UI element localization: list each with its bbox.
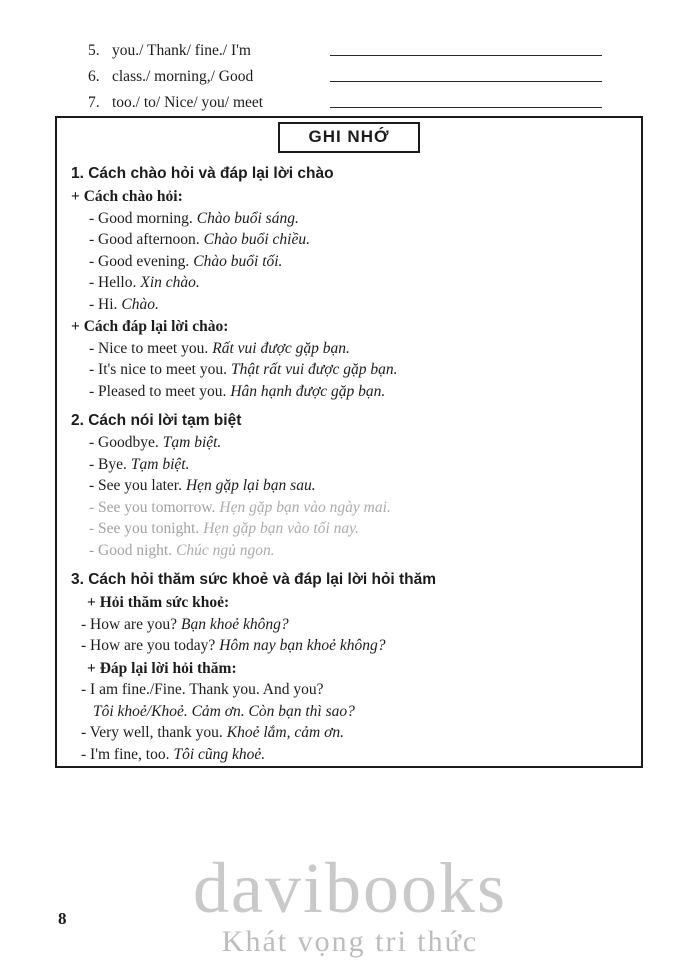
sub-heading: + Cách chào hỏi: bbox=[71, 188, 183, 205]
english-phrase: - Goodbye. bbox=[89, 434, 159, 451]
english-phrase: - I am fine./Fine. Thank you. And you? bbox=[81, 681, 324, 698]
phrase-line bbox=[71, 744, 627, 766]
english-phrase: - Good morning. bbox=[89, 209, 193, 227]
phrase-line bbox=[71, 454, 627, 476]
phrase-line bbox=[71, 475, 627, 497]
section-heading: 1. Cách chào hỏi và đáp lại lời chào bbox=[71, 165, 334, 182]
vietnamese-translation: Hẹn gặp lại bạn sau. bbox=[185, 477, 316, 494]
section-heading: 2. Cách nói lời tạm biệt bbox=[71, 412, 242, 429]
vietnamese-translation: Tạm biệt. bbox=[130, 455, 190, 473]
phrase-line bbox=[71, 497, 627, 519]
phrase-line-translation: Tôi khoẻ/Khoẻ. Cảm ơn. Còn bạn thì sao? bbox=[93, 702, 355, 720]
sub-heading: + Cách đáp lại lời chào: bbox=[71, 318, 229, 335]
vietnamese-translation: Hẹn gặp bạn vào ngày mai. bbox=[219, 498, 391, 516]
english-phrase: - Hello. bbox=[89, 274, 137, 291]
english-phrase: - Good night. bbox=[89, 541, 173, 559]
watermark-tagline: Khát vọng tri thức bbox=[221, 925, 479, 958]
watermark bbox=[0, 848, 700, 959]
vietnamese-translation: Tạm biệt. bbox=[162, 434, 222, 451]
exercise-words: you./ Thank/ fine./ I'm bbox=[112, 42, 251, 59]
phrase-line bbox=[71, 229, 627, 251]
phrase-line bbox=[71, 679, 627, 701]
vietnamese-translation: Chào buổi tối. bbox=[193, 252, 283, 270]
phrase-line bbox=[71, 722, 627, 744]
english-phrase: - How are you today? bbox=[81, 637, 216, 654]
english-phrase: - Bye. bbox=[89, 455, 127, 473]
english-phrase: - Good evening. bbox=[89, 252, 190, 270]
page-number: 8 bbox=[58, 909, 67, 928]
exercise-number: 5. bbox=[88, 42, 100, 59]
box-content bbox=[57, 159, 641, 765]
phrase-line bbox=[71, 272, 627, 294]
vietnamese-translation: Hân hạnh được gặp bạn. bbox=[230, 382, 386, 400]
english-phrase: - Hi. bbox=[89, 295, 118, 313]
sub-heading: + Hỏi thăm sức khoẻ: bbox=[87, 594, 230, 611]
english-phrase: - Pleased to meet you. bbox=[89, 382, 227, 400]
vietnamese-translation: Hẹn gặp bạn vào tối nay. bbox=[203, 520, 360, 537]
vietnamese-translation: Khoẻ lắm, cảm ơn. bbox=[226, 724, 344, 741]
phrase-line bbox=[71, 208, 627, 230]
vietnamese-translation: Chào. bbox=[121, 295, 159, 313]
vietnamese-translation: Rất vui được gặp bạn. bbox=[212, 339, 350, 357]
exercise-words: too./ to/ Nice/ you/ meet bbox=[112, 94, 264, 111]
phrase-line bbox=[71, 432, 627, 454]
english-phrase: - See you tomorrow. bbox=[89, 498, 216, 516]
vietnamese-translation: Hôm nay bạn khoẻ không? bbox=[219, 637, 386, 654]
vietnamese-translation: Chúc ngủ ngon. bbox=[176, 541, 275, 559]
exercise-list bbox=[88, 34, 602, 112]
phrase-line bbox=[71, 338, 627, 360]
phrase-line bbox=[71, 614, 627, 636]
phrase-line bbox=[71, 251, 627, 273]
exercise-number: 6. bbox=[88, 68, 100, 85]
phrase-line bbox=[71, 359, 627, 381]
vietnamese-translation: Bạn khoẻ không? bbox=[180, 615, 289, 633]
answer-blank bbox=[330, 106, 602, 108]
phrase-line bbox=[71, 518, 627, 540]
box-title: GHI NHỚ bbox=[278, 122, 419, 153]
english-phrase: - Nice to meet you. bbox=[89, 339, 209, 357]
english-phrase: - It's nice to meet you. bbox=[89, 361, 227, 378]
answer-blank bbox=[330, 80, 602, 82]
english-phrase: - How are you? bbox=[81, 615, 177, 633]
english-phrase: - See you tonight. bbox=[89, 520, 200, 537]
vietnamese-translation: Chào buổi chiều. bbox=[203, 231, 310, 248]
ghi-nho-box bbox=[55, 116, 643, 768]
exercise-number: 7. bbox=[88, 94, 100, 111]
vietnamese-translation: Xin chào. bbox=[140, 274, 200, 291]
english-phrase: - I'm fine, too. bbox=[81, 745, 170, 763]
vietnamese-translation: Thật rất vui được gặp bạn. bbox=[230, 361, 398, 378]
exercise-words: class./ morning,/ Good bbox=[112, 68, 254, 85]
section-heading: 3. Cách hỏi thăm sức khoẻ và đáp lại lời hỏi thăm bbox=[71, 571, 437, 588]
vietnamese-translation: Chào buổi sáng. bbox=[196, 209, 299, 227]
exercise-row bbox=[88, 60, 602, 86]
exercise-row bbox=[88, 86, 602, 112]
answer-blank bbox=[330, 54, 602, 56]
phrase-line bbox=[71, 381, 627, 403]
exercise-row bbox=[88, 34, 602, 60]
english-phrase: - See you later. bbox=[89, 477, 182, 494]
vietnamese-translation: Tôi cũng khoẻ. bbox=[173, 745, 266, 763]
phrase-line bbox=[71, 294, 627, 316]
sub-heading: + Đáp lại lời hỏi thăm: bbox=[87, 659, 237, 677]
phrase-line bbox=[71, 540, 627, 562]
english-phrase: - Good afternoon. bbox=[89, 231, 200, 248]
english-phrase: - Very well, thank you. bbox=[81, 724, 223, 741]
phrase-line bbox=[71, 635, 627, 657]
watermark-logo-text: davibooks bbox=[193, 848, 507, 928]
